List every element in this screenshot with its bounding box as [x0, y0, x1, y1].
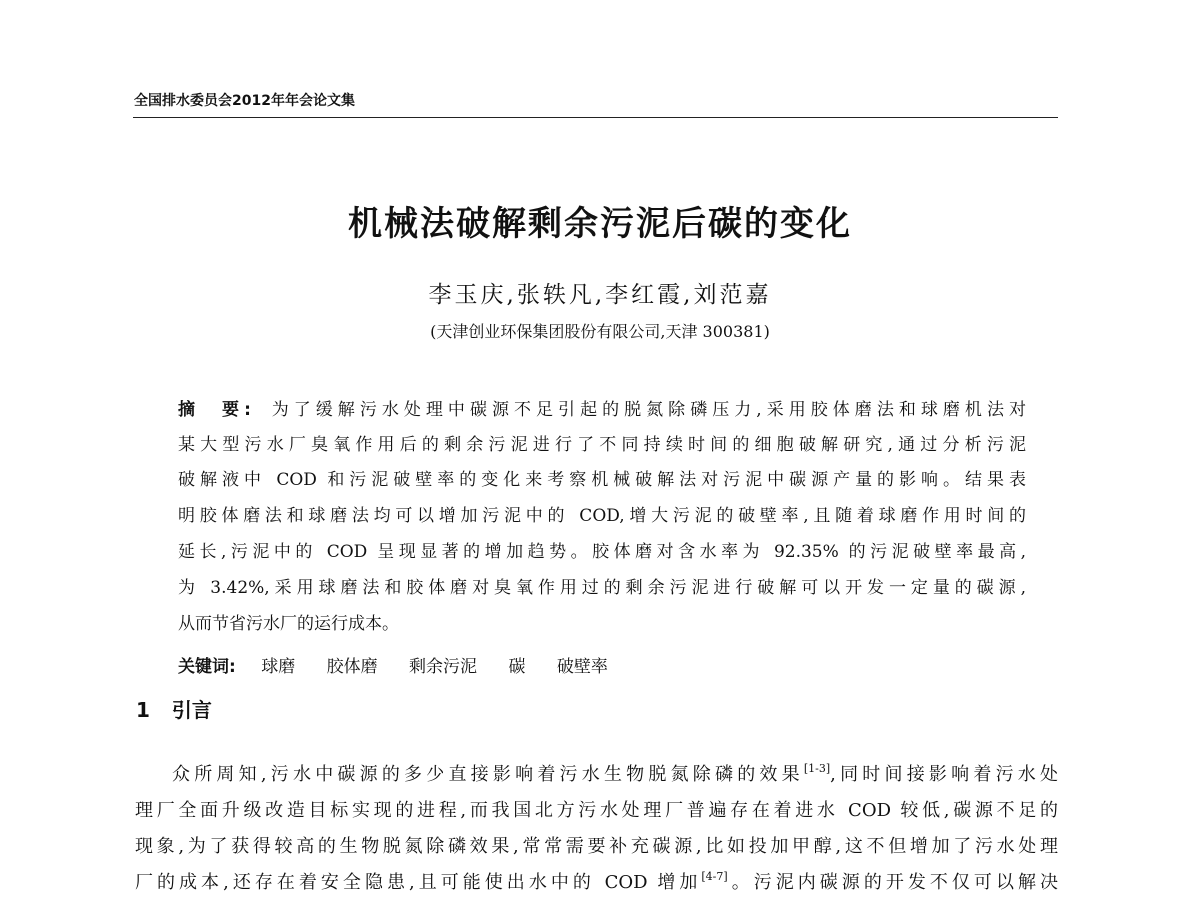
- abstract-label: 摘 要:: [178, 400, 251, 420]
- abstract-line: 明胶体磨法和球磨法均可以增加污泥中的 COD,增大污泥的破壁率,且随着球磨作用时间的: [178, 506, 1026, 526]
- body-line: 厂的成本,还存在着安全隐患,且可能使出水中的 COD 增加[4-7]。污泥内碳源的开发不仅可以解决: [135, 870, 1058, 893]
- body-line: 现象,为了获得较高的生物脱氮除磷效果,常常需要补充碳源,比如投加甲醇,这不但增加了污水处理: [135, 836, 1058, 857]
- authors: 李玉庆,张轶凡,李红霞,刘范嘉: [428, 282, 772, 308]
- affiliation: (天津创业环保集团股份有限公司,天津 300381): [430, 322, 770, 341]
- keyword: 胶体磨: [326, 657, 378, 677]
- citation: [4-7]: [701, 870, 728, 883]
- abstract-line: 摘 要: 为了缓解污水处理中碳源不足引起的脱氮除磷压力,采用胶体磨法和球磨机法对: [178, 400, 1026, 420]
- keyword: 碳: [508, 657, 526, 677]
- abstract-line: 破解液中 COD 和污泥破壁率的变化来考察机械破解法对污泥中碳源产量的影响。结果表: [178, 470, 1026, 490]
- keywords: [178, 652, 634, 677]
- keywords-label: 关键词:: [178, 657, 236, 677]
- header-rule: [133, 117, 1058, 118]
- body-line: 众所周知,污水中碳源的多少直接影响着污水生物脱氮除磷的效果[1-3],同时间接影响着污水处: [172, 762, 1058, 785]
- abstract-line: 某大型污水厂臭氧作用后的剩余污泥进行了不同持续时间的细胞破解研究,通过分析污泥: [178, 435, 1026, 455]
- keyword: 破壁率: [556, 657, 608, 677]
- citation: [1-3]: [803, 762, 831, 775]
- paper-title: 机械法破解剩余污泥后碳的变化: [348, 204, 852, 244]
- keyword: 剩余污泥: [409, 657, 478, 677]
- body-line: 理厂全面升级改造目标实现的进程,而我国北方污水处理厂普遍存在着进水 COD 较低,碳源不足的: [135, 800, 1058, 821]
- abstract-line: 为 3.42%,采用球磨法和胶体磨对臭氧作用过的剩余污泥进行破解可以开发一定量的碳源,: [178, 578, 1026, 598]
- abstract-line: 从而节省污水厂的运行成本。: [178, 614, 399, 634]
- running-header: 全国排水委员会2012年年会论文集: [134, 93, 355, 109]
- keyword: 球磨: [261, 657, 296, 677]
- abstract-line: 延长,污泥中的 COD 呈现显著的增加趋势。胶体磨对含水率为 92.35% 的污泥破壁率最高,: [178, 542, 1026, 562]
- section-heading: 1 引言: [136, 698, 212, 722]
